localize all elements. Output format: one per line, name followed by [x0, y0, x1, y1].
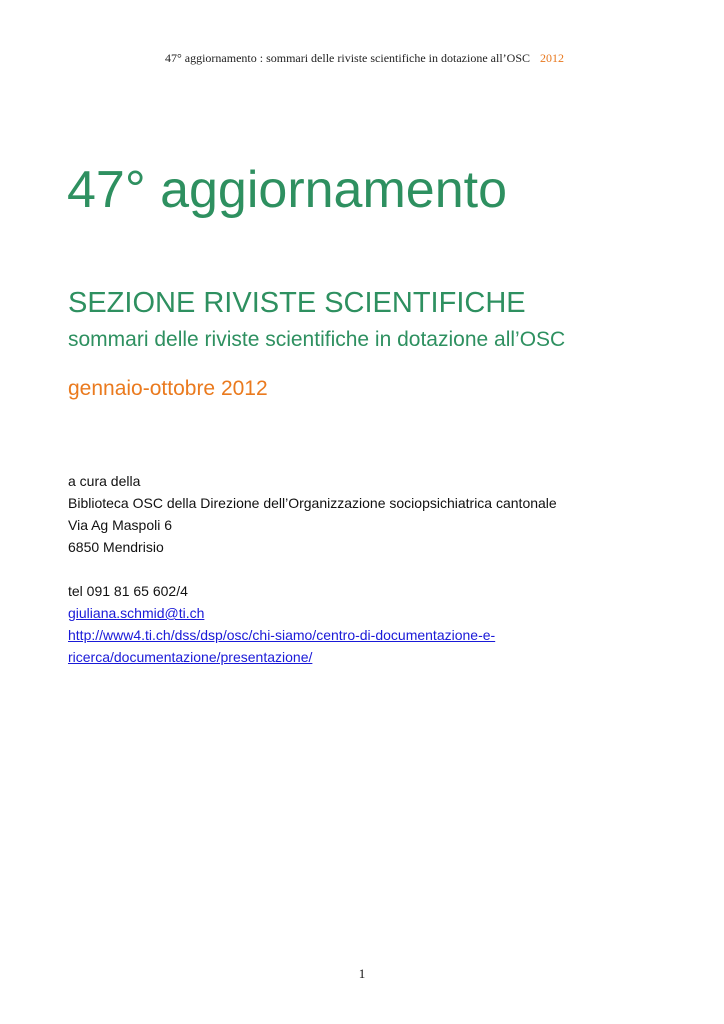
- period-label: gennaio-ottobre 2012: [68, 377, 268, 400]
- phone-number: tel 091 81 65 602/4: [68, 583, 188, 599]
- section-title: SEZIONE RIVISTE SCIENTIFICHE: [68, 287, 526, 319]
- institution-name: Biblioteca OSC della Direzione dell’Organizzazione sociopsichiatrica cantonale: [68, 495, 557, 511]
- document-title: 47° aggiornamento: [67, 161, 507, 219]
- contact-block: [68, 470, 557, 668]
- email-link[interactable]: giuliana.schmid@ti.ch: [68, 605, 205, 621]
- website-link-line-1[interactable]: http://www4.ti.ch/dss/dsp/osc/chi-siamo/centro-di-documentazione-e-: [68, 627, 496, 643]
- running-header: [165, 51, 564, 66]
- running-header-year: 2012: [540, 51, 564, 65]
- curated-by-text: a cura della: [68, 473, 141, 489]
- section-subtitle: sommari delle riviste scientifiche in dotazione all’OSC: [68, 328, 566, 351]
- running-header-text: 47° aggiornamento : sommari delle riviste scientifiche in dotazione all’OSC: [164, 51, 530, 65]
- website-link-line-2[interactable]: ricerca/documentazione/presentazione/: [68, 649, 313, 665]
- spacer: [68, 558, 557, 580]
- city-address: 6850 Mendrisio: [68, 539, 164, 555]
- street-address: Via Ag Maspoli 6: [68, 517, 173, 533]
- page-number: 1: [358, 966, 366, 981]
